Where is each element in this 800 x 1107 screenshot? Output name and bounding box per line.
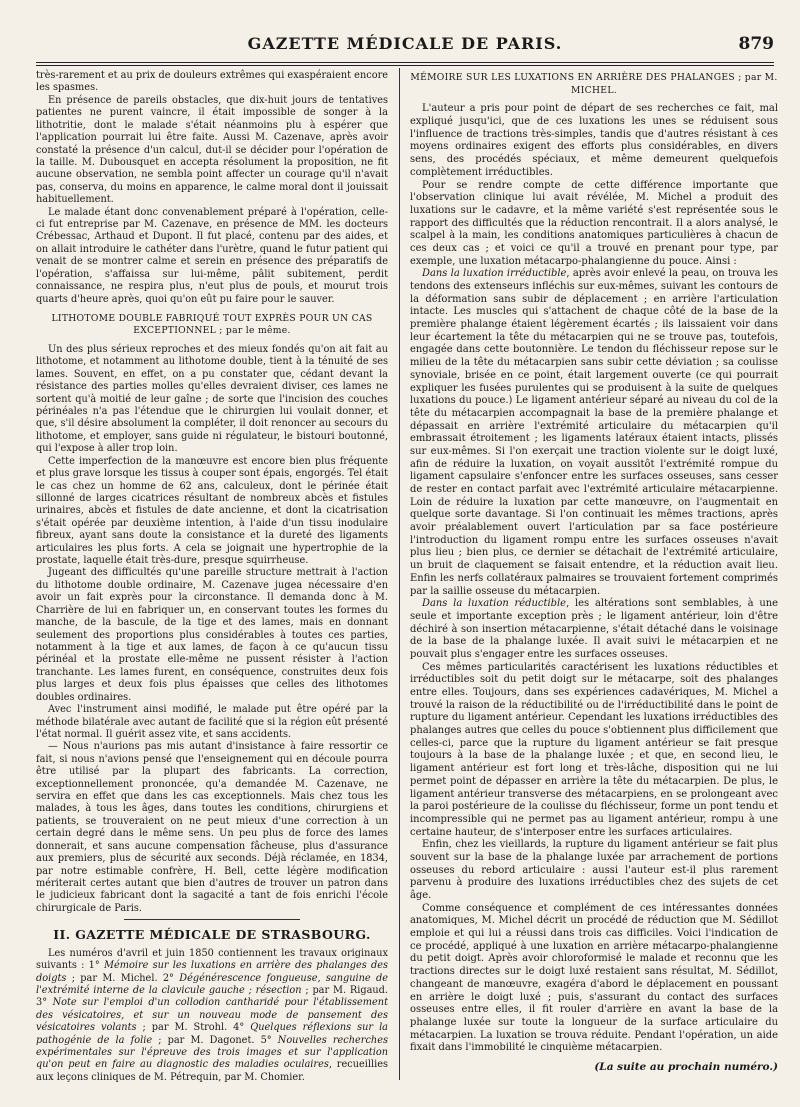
paragraph: très-rarement et au prix de douleurs extrêmes qui exaspéraient encore les spasmes. <box>36 70 388 94</box>
paragraph: Un des plus sérieux reproches et des mieux fondés qu'on ait fait au lithotome, et notamment au lithotome double, tient à la ténuité de ses lames. Souvent, en effet, on a pu constater que, cédant devant la résistance des parties molles qu'elles devraient diviser, ces lames ne sortent qu'à moitié de leur gaîne ; de sorte que l'incision des couches périnéales n'a pas l'étendue que le chirurgien lui voulait donner, et que, s'il désire absolument la compléter, il doit renoncer au secours du lithotome, et employer, sans guide ni régulateur, le bistouri boutonné, qui l'expose à aller trop loin. <box>36 343 388 455</box>
paragraph: — Nous n'aurions pas mis autant d'insistance à faire ressortir ce fait, si nous n'avions pensé que l'enseignement qui en découle pourra être utilisé par la plupart des fabricants. La correction, exceptionnellement prononcée, qu'a demandée M. Cazenave, ne servira en effet que dans les cas exceptionnels. Mais chez tous les malades, à tous les âges, dans toutes les conditions, chirurgiens et patients, se trouveraient on ne peut mieux d'une correction à un certain degré dans le même sens. Un peu plus de force des lames donnerait, et sans aucune compensation fâcheuse, plus d'assurance aux premiers, plus de sécurité aux seconds. Déjà réclamée, en 1834, par notre estimable confrère, H. Bell, cette légère modification mériterait certes autant que bien d'autres de trouver un patron dans le judicieux fabricant dont la sagacité a tant de fois enrichi l'école chirurgicale de Paris. <box>36 741 388 914</box>
page-number: 879 <box>738 34 774 54</box>
article-title: Nouvelles recherches expérimentales sur l'épreuve des trois images et sur l'application qu'on peut en faire au diagnostic des maladies oculaires <box>36 1034 388 1071</box>
article-title: Dégénérescence fongueuse, sanguine de l'extrémité interne de la clavicule gauche ; résection <box>36 972 388 996</box>
paragraph: Comme conséquence et complément de ces intéressantes données anatomiques, M. Michel décrit un procédé de réduction que M. Sédillot emploie et qui lui a réussi dans trois cas difficiles. Voici l'indication de ce procédé, appliqué à une luxation en arrière métacarpo-phalangienne du petit doigt. Après avoir chloroformisé le malade et reconnu que les tractions directes sur le doigt luxé restaient sans résultat, M. Sédillot, changeant de manœuvre, exagéra d'abord le déplacement en poussant en arrière le doigt luxé ; puis, s'assurant du contact des surfaces osseuses entre elles, il fit rouler d'arrière en avant la base de la phalange luxée sur toute la longueur de la surface articulaire du métacarpien. La luxation se trouva réduite. Pendant l'opération, un aide fixait dans l'immobilité le cinquième métacarpien. <box>410 902 778 1054</box>
paragraph: Ces mêmes particularités caractérisent les luxations réductibles et irréductibles soit du petit doigt sur le métacarpe, soit des phalanges entre elles. Toujours, dans ses expériences cadavériques, M. Michel a trouvé la raison de la réductibilité ou de l'irréductibilité dans le point de rupture du ligament antérieur. Cependant les luxations irréductibles des phalanges autres que celles du pouce s'obtiennent plus difficilement que celles-ci, parce que la rupture du ligament antérieur se fait presque toujours à la base de la phalange luxée ; et que, en second lieu, le ligament antérieur est fort long et très-lâche, disposition qui ne lui permet point de dépasser en arrière la tête du métacarpien. De plus, le ligament antérieur transverse des métacarpiens, en se prolongeant avec la paroi postérieure de la coulisse du fléchisseur, forme un pont tendu et incompressible qui ne permet pas au ligament antérieur, rompu à une certaine hauteur, de s'interposer entre les surfaces articulaires. <box>410 661 778 838</box>
article-title: Quelques réflexions sur la pathogénie de la folie <box>36 1022 388 1046</box>
paragraph <box>410 598 778 661</box>
column-divider <box>399 68 400 1080</box>
page-header <box>36 28 774 62</box>
paragraph: En présence de pareils obstacles, que dix-huit jours de tentatives patientes ne purent vaincre, il était impossible de songer à la lithotritie, dont le malade s'était néanmoins plu à espérer que l'application pourrait lui être faite. Aussi M. Cazenave, après avoir constaté la présence d'un calcul, dut-il se décider pour l'opération de la taille. M. Dubousquet en accepta résolument la proposition, ne fit aucune observation, ne sembla point affecter un courage qu'il n'avait pas, conserva, du moins en apparence, le calme moral dont il jouissait habituellement. <box>36 94 388 206</box>
paragraph: L'auteur a pris pour point de départ de ses recherches ce fait, mal expliqué jusqu'ici, que de ces luxations les unes se réduisent sous l'influence de tractions très-simples, tandis que d'autres résistant à ces moyens ordinaires exigent des efforts plus considérables, en divers sens, des procédés spéciaux, et même demeurent quelquefois complètement irréductibles. <box>410 103 778 178</box>
text-run: , après avoir enlevé la peau, on trouva les tendons des extenseurs infléchis sur eux-mêmes, suivant les contours de la déformation sans subir de déplacement ; en arrière l'articulation intacte. Les muscles qui s'attachent de chaque côté de la base de la première phalange étaient légèrement écartés ; ils laissaient voir dans leur écartement la tête du métacarpien qui ne se trouve pas, toutefois, engagée dans cette boutonnière. Le tendon du fléchisseur repose sur le milieu de la tête du métacarpien sans subir cette déviation ; sa coulisse synoviale, brisée en ce point, était largement ouverte (ce qui pourrait expliquer les fusées purulentes qui se produisent à la suite de quelques luxations du pouce.) Le ligament antérieur séparé au niveau du col de la tête du métacarpien accompagnait la base de la première phalange et dépassait en arrière l'extrémité articulaire du métacarpien qu'il embrassait étroitement ; les ligaments latéraux étaient intacts, plissés sur eux-mêmes. Si l'on exerçait une traction violente sur le doigt luxé, afin de réduire la luxation, on voyait aussitôt l'extrémité rompue du ligament capsulaire s'enfoncer entre les surfaces osseuses, sans cesser de rester en contact parfait avec l'extrémité articulaire métacarpienne. Loin de réduire la luxation par cette manœuvre, on l'augmentait en quelque sorte davantage. Si l'on continuait les mêmes tractions, après avoir préalablement ouvert l'articulation par sa face postérieure l'introduction du ligament rompu entre les surfaces osseuses n'avait plus lieu ; bien plus, ce dernier se détachait de l'extrémité articulaire, un bruit de claquement se faisait entendre, et la réduction avait lieu. Enfin les nerfs collatéraux palmaires se trouvaient fortement comprimés par la saillie osseuse du métacarpien. <box>410 268 778 597</box>
article-title: Mémoire sur les luxations en arrière des phalanges des doigts <box>36 960 388 984</box>
text-run: ; par M. Michel. 2° <box>66 972 180 984</box>
article-subheading: MÉMOIRE SUR LES LUXATIONS EN ARRIÈRE DES PHALANGES ; par M. MICHEL. <box>410 72 778 96</box>
text-run: ; par M. Rigaud. 3° <box>36 984 388 1009</box>
section-divider <box>124 919 300 920</box>
continuation-note: (La suite au prochain numéro.) <box>594 1060 778 1073</box>
section-heading: II. GAZETTE MÉDICALE DE STRASBOURG. <box>53 927 371 943</box>
header-rule-double <box>36 65 774 66</box>
paragraph <box>410 268 778 598</box>
emphasis: Dans la luxation réductible <box>422 598 567 610</box>
paragraph: Le malade étant donc convenablement préparé à l'opération, celle-ci fut entreprise par M. Cazenave, en présence de MM. les docteurs Crébessac, Arthaud et Dupont. Il fut placé, contenu par des aides, et on allait introduire le cathéter dans l'urètre, quand le futur patient qui venait de se montrer calme et serein en présence des préparatifs de l'opération, s'affaissa sur lui-même, pâlit subitement, perdit connaissance, ne respira plus, n'eut plus de pouls, et mourut trois quarts d'heure après, quoi qu'on eût pu faire pour le sauver. <box>36 206 388 305</box>
text-run: , recueillies aux leçons cliniques de M. Pétrequin, par M. Chomier. <box>36 1059 388 1083</box>
left-column <box>36 70 388 1084</box>
text-run: , les altérations sont semblables, à une seule et importante exception près ; le ligament antérieur, loin d'être déchiré à son insertion métacarpienne, s'était détaché dans le voisinage de la base de la phalange luxée. Il avait suivi le métacarpien et ne pouvait plus s'engager entre les surfaces osseuses. <box>410 598 778 660</box>
paragraph-contents-list <box>36 948 388 1085</box>
text-run: Les numéros d'avril et juin 1850 contiennent les travaux originaux suivants : 1° <box>36 947 388 972</box>
paragraph: Jugeant des difficultés qu'une pareille structure mettrait à l'action du lithotome double ordinaire, M. Cazenave jugea nécessaire d'en avoir un fait exprès pour la circonstance. Il demanda donc à M. Charrière de lui en fabriquer un, en conservant toutes les formes du manche, de la bascule, de la tige et des lames, mais en donnant seulement des proportions plus considérables à toutes ces parties, notamment à la tige et aux lames, de façon à ce qu'aucun tissu périnéal et la prostate elle-même ne pussent résister à l'action tranchante. Les lames furent, en conséquence, construites deux fois plus larges et deux fois plus épaisses que celles des lithotomes doubles ordinaires. <box>36 567 388 703</box>
text-run: ; par M. Strohl. 4° <box>136 1022 251 1034</box>
journal-title: GAZETTE MÉDICALE DE PARIS. <box>247 34 563 53</box>
article-title: Note sur l'emploi d'un collodion cantharidé pour l'établissement des vésicatoires, et sur un nouveau mode de pansement des vésicatoires volants <box>36 997 388 1034</box>
text-run: ; par M. Dagonet. 5° <box>152 1034 278 1046</box>
paragraph: Enfin, chez les vieillards, la rupture du ligament antérieur se fait plus souvent sur la base de la phalange luxée par arrachement de portions osseuses du rebord articulaire : aussi l'auteur est-il plus rarement parvenu à produire des luxations irréductibles chez des sujets de cet âge. <box>410 839 778 901</box>
right-column <box>410 70 778 1074</box>
paragraph: Avec l'instrument ainsi modifié, le malade put être opéré par la méthode bilatérale avec autant de facilité que si la région eût présenté l'état normal. Il guérit assez vite, et sans accidents. <box>36 704 388 740</box>
article-subheading: LITHOTOME DOUBLE FABRIQUÉ TOUT EXPRÈS POUR UN CAS EXCEPTIONNEL ; par le même. <box>51 313 373 337</box>
paragraph: Cette imperfection de la manœuvre est encore bien plus fréquente et plus grave lorsque les tissus à couper sont épais, engorgés. Tel était le cas chez un homme de 62 ans, calculeux, dont le périnée était sillonné de larges cicatrices résultant de nombreux abcès et fistules urinaires, abcès et fistules de date ancienne, et dont la cicatrisation s'était opérée par deuxième intention, à l'aide d'un tissu inodulaire fibreux, ayant sans doute la consistance et la dureté des ligaments articulaires les plus forts. A cela se joignait une hypertrophie de la prostate, laquelle était très-dure, presque squirrheuse. <box>36 455 388 567</box>
paragraph: Pour se rendre compte de cette différence importante que l'observation clinique lui avait révélée, M. Michel a produit des luxations sur le cadavre, et la même variété s'est représentée sous le rapport des difficultés que la réduction rencontrait. Il a alors analysé, le scalpel à la main, les conditions anatomiques particulières à chacun de ces deux cas ; et voici ce qu'il a trouvé en prenant pour type, par exemple, une luxation métacarpo-phalangienne du pouce. Ainsi : <box>410 179 778 267</box>
emphasis: Dans la luxation irréductible <box>422 268 567 280</box>
header-rule <box>36 62 774 63</box>
